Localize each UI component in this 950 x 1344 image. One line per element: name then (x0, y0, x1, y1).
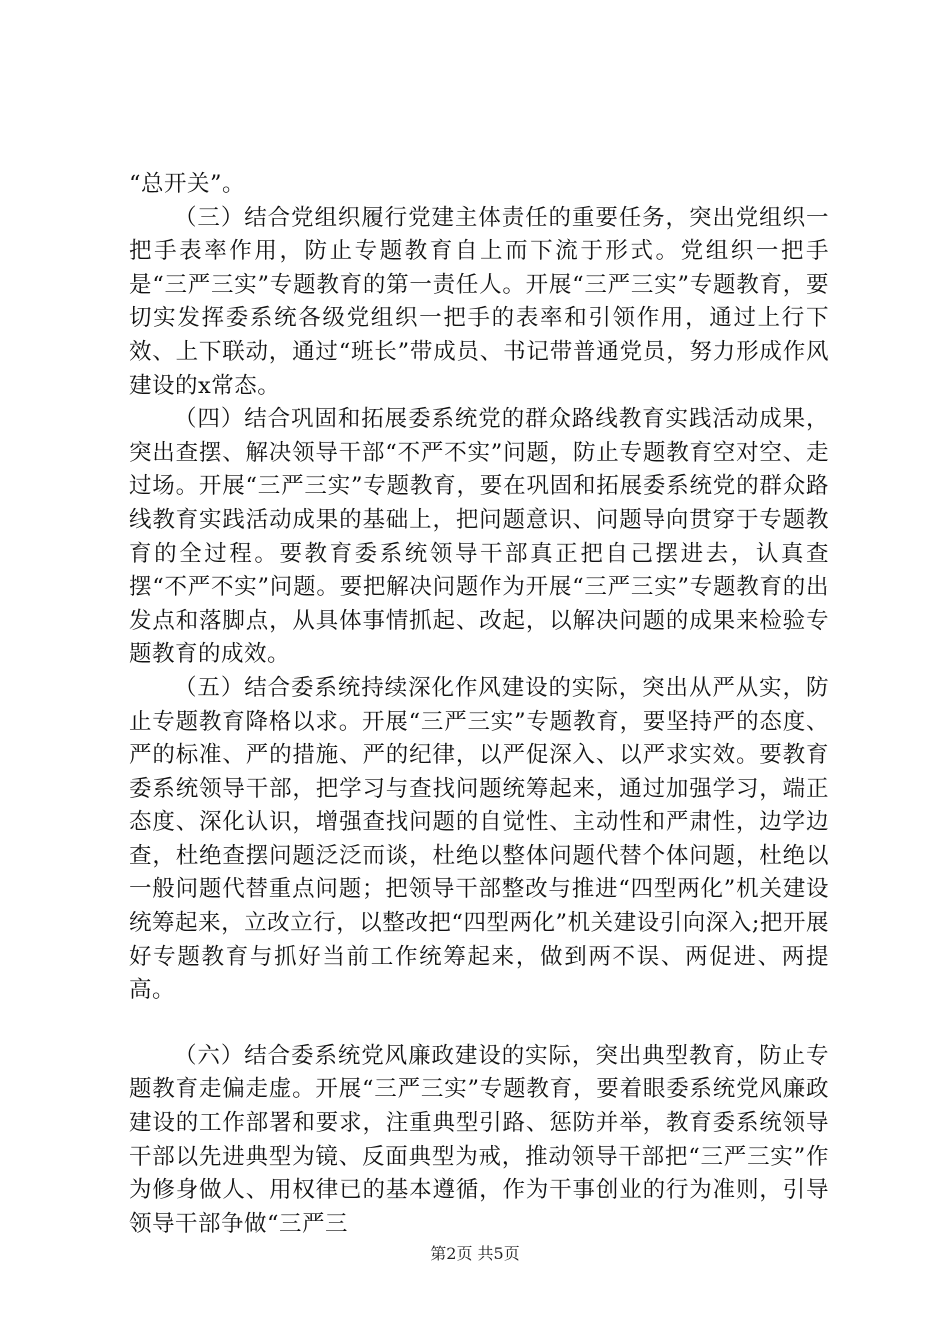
paragraph-section-5: （五）结合委系统持续深化作风建设的实际，突出从严从实，防止专题教育降格以求。开展“三严三实”专题教育，要坚持严的态度、严的标准、严的措施、严的纪律，以严促深入、以严求实效。要教育委系统领导干部，把学习与查找问题统筹起来，通过加强学习，端正态度、深化认识，增强查找问题的自觉性、主动性和严肃性，边学边查，杜绝查摆问题泛泛而谈，杜绝以整体问题代替个体问题，杜绝以一般问题代替重点问题；把领导干部整改与推进“四型两化”机关建设统筹起来，立改立行，以整改把“四型两化”机关建设引向深入;把开展好专题教育与抓好当前工作统筹起来，做到两不误、两促进、两提高。 (129, 674, 829, 1004)
paragraph-section-4: （四）结合巩固和拓展委系统党的群众路线教育实践活动成果，突出查摆、解决领导干部“不严不实”问题，防止专题教育空对空、走过场。开展“三严三实”专题教育，要在巩固和拓展委系统党的群众路线教育实践活动成果的基础上，把问题意识、问题导向贯穿于专题教育的全过程。要教育委系统领导干部真正把自己摆进去，认真查摆“不严不实”问题。要把解决问题作为开展“三严三实”专题教育的出发点和落脚点，从具体事情抓起、改起，以解决问题的成果来检验专题教育的成效。 (129, 406, 829, 668)
paragraph-continuation: “总开关”。 (129, 171, 246, 197)
document-body (129, 168, 829, 1241)
page-number-footer: 第2页 共5页 (430, 1244, 520, 1263)
paragraph-section-3: （三）结合党组织履行党建主体责任的重要任务，突出党组织一把手表率作用，防止专题教育自上而下流于形式。党组织一把手是“三严三实”专题教育的第一责任人。开展“三严三实”专题教育，要切实发挥委系统各级党组织一把手的表率和引领作用，通过上行下效、上下联动，通过“班长”带成员、书记带普通党员，努力形成作风建设的x常态。 (129, 204, 829, 399)
paragraph-section-6: （六）结合委系统党风廉政建设的实际，突出典型教育，防止专题教育走偏走虚。开展“三严三实”专题教育，要着眼委系统党风廉政建设的工作部署和要求，注重典型引路、惩防并举，教育委系统领导干部以先进典型为镜、反面典型为戒，推动领导干部把“三严三实”作为修身做人、用权律已的基本遵循，作为干事创业的行为准则，引导领导干部争做“三严三 (129, 1042, 829, 1237)
